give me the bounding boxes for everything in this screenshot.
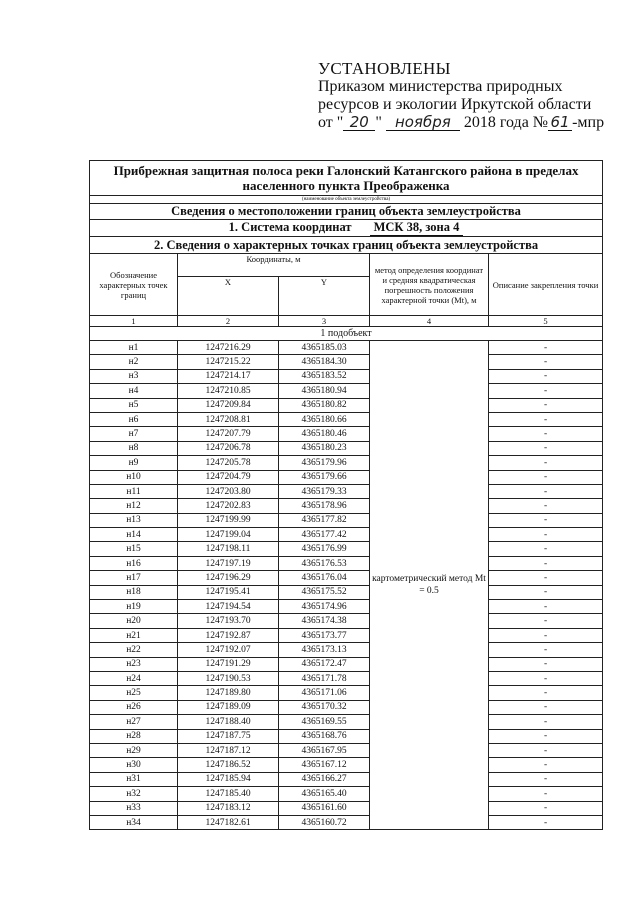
table-row [90,772,603,786]
description-cell: - [489,815,603,829]
x-coordinate-cell: 1247190.53 [178,671,279,685]
handwritten-number: 61 [548,115,572,131]
y-coordinate-cell: 4365177.42 [279,528,370,542]
table-row [90,700,603,714]
point-name-cell: н6 [90,412,178,426]
y-coordinate-cell: 4365169.55 [279,715,370,729]
table-row [90,643,603,657]
x-coordinate-cell: 1247210.85 [178,384,279,398]
point-name-cell: н30 [90,758,178,772]
x-coordinate-cell: 1247185.40 [178,787,279,801]
description-cell: - [489,484,603,498]
object-subtitle: (наименование объекта землеустройства) [90,196,603,204]
x-coordinate-cell: 1247194.54 [178,600,279,614]
y-coordinate-cell: 4365179.96 [279,456,370,470]
description-cell: - [489,671,603,685]
x-coordinate-cell: 1247195.41 [178,585,279,599]
point-name-cell: н31 [90,772,178,786]
x-coordinate-cell: 1247206.78 [178,441,279,455]
y-coordinate-cell: 4365185.03 [279,341,370,355]
point-name-cell: н25 [90,686,178,700]
y-coordinate-cell: 4365177.82 [279,513,370,527]
x-coordinate-cell: 1247185.94 [178,772,279,786]
subobject-label: 1 подобъект [90,327,603,341]
y-coordinate-cell: 4365178.96 [279,499,370,513]
x-coordinate-cell: 1247192.07 [178,643,279,657]
x-coordinate-cell: 1247197.19 [178,556,279,570]
column-number: 4 [370,316,489,327]
coordinate-system-cell [90,220,603,237]
x-coordinate-cell: 1247216.29 [178,341,279,355]
date-prefix: от " [318,114,344,131]
table-row [90,384,603,398]
handwritten-month: ноября [386,115,460,131]
y-coordinate-cell: 4365161.60 [279,801,370,815]
x-coordinate-cell: 1247203.80 [178,484,279,498]
description-cell: - [489,412,603,426]
object-title-row [90,161,603,196]
description-cell: - [489,528,603,542]
point-name-cell: н27 [90,715,178,729]
y-coordinate-cell: 4365180.94 [279,384,370,398]
y-coordinate-cell: 4365180.82 [279,398,370,412]
description-cell: - [489,643,603,657]
table-row [90,715,603,729]
header-description: Описание закрепления точки [489,254,603,316]
description-cell: - [489,456,603,470]
x-coordinate-cell: 1247209.84 [178,398,279,412]
description-cell: - [489,513,603,527]
x-coordinate-cell: 1247189.80 [178,686,279,700]
x-coordinate-cell: 1247191.29 [178,657,279,671]
point-name-cell: н7 [90,427,178,441]
section-info-heading: Сведения о местоположении границ объекта землеустройства [90,204,603,220]
description-cell: - [489,355,603,369]
point-name-cell: н19 [90,600,178,614]
table-row [90,499,603,513]
subobject-row [90,327,603,341]
point-name-cell: н8 [90,441,178,455]
table-row [90,743,603,757]
x-coordinate-cell: 1247196.29 [178,571,279,585]
point-name-cell: н20 [90,614,178,628]
description-cell: - [489,743,603,757]
table-row [90,758,603,772]
column-number: 2 [178,316,279,327]
description-cell: - [489,398,603,412]
point-name-cell: н15 [90,542,178,556]
table-row [90,484,603,498]
y-coordinate-cell: 4365179.33 [279,484,370,498]
description-cell: - [489,369,603,383]
y-coordinate-cell: 4365183.52 [279,369,370,383]
order-suffix: -мпр [572,114,605,131]
x-coordinate-cell: 1247182.61 [178,815,279,829]
object-subtitle-row [90,196,603,204]
x-coordinate-cell: 1247198.11 [178,542,279,556]
year-text: 2018 года № [463,114,549,131]
point-name-cell: н5 [90,398,178,412]
table-row [90,470,603,484]
y-coordinate-cell: 4365179.66 [279,470,370,484]
table-row [90,585,603,599]
section-info-row [90,204,603,220]
description-cell: - [489,628,603,642]
table-row [90,801,603,815]
description-cell: - [489,772,603,786]
point-name-cell: н4 [90,384,178,398]
table-row [90,528,603,542]
x-coordinate-cell: 1247188.40 [178,715,279,729]
description-cell: - [489,556,603,570]
column-number: 3 [279,316,370,327]
point-name-cell: н32 [90,787,178,801]
x-coordinate-cell: 1247204.79 [178,470,279,484]
description-cell: - [489,657,603,671]
description-cell: - [489,341,603,355]
approval-stamp [318,60,618,132]
point-name-cell: н23 [90,657,178,671]
description-cell: - [489,571,603,585]
description-cell: - [489,700,603,714]
points-heading: 2. Сведения о характерных точках границ объекта землеустройства [90,237,603,254]
point-name-cell: н9 [90,456,178,470]
description-cell: - [489,758,603,772]
table-row [90,556,603,570]
x-coordinate-cell: 1247208.81 [178,412,279,426]
x-coordinate-cell: 1247202.83 [178,499,279,513]
table-row [90,815,603,829]
point-name-cell: н1 [90,341,178,355]
table-row [90,412,603,426]
header-x: X [178,277,279,316]
description-cell: - [489,686,603,700]
description-cell: - [489,542,603,556]
x-coordinate-cell: 1247189.09 [178,700,279,714]
description-cell: - [489,441,603,455]
header-method: метод определения координат и средняя квадратическая погрешность положения характерной точки (Mt), м [370,254,489,316]
table-body [90,341,603,830]
description-cell: - [489,470,603,484]
object-title: Прибрежная защитная полоса реки Галонский Катангского района в пределах населенного пункта Преображенка [90,161,603,196]
table-row [90,427,603,441]
description-cell: - [489,384,603,398]
table-row [90,341,603,355]
y-coordinate-cell: 4365171.06 [279,686,370,700]
handwritten-day: 20 [343,115,375,131]
y-coordinate-cell: 4365172.47 [279,657,370,671]
column-number: 1 [90,316,178,327]
coordinate-system-label: 1. Система координат [228,220,352,234]
x-coordinate-cell: 1247214.17 [178,369,279,383]
date-mid: " [375,114,382,131]
point-name-cell: н33 [90,801,178,815]
approval-line-2: Приказом министерства природных [318,78,563,95]
point-name-cell: н12 [90,499,178,513]
table-row [90,671,603,685]
y-coordinate-cell: 4365167.12 [279,758,370,772]
x-coordinate-cell: 1247207.79 [178,427,279,441]
approval-line-3: ресурсов и экологии Иркутской области [318,96,592,113]
table-row [90,614,603,628]
x-coordinate-cell: 1247192.87 [178,628,279,642]
x-coordinate-cell: 1247199.99 [178,513,279,527]
description-cell: - [489,729,603,743]
point-name-cell: н10 [90,470,178,484]
table-row [90,600,603,614]
y-coordinate-cell: 4365166.27 [279,772,370,786]
table-row [90,513,603,527]
x-coordinate-cell: 1247193.70 [178,614,279,628]
point-name-cell: н28 [90,729,178,743]
y-coordinate-cell: 4365171.78 [279,671,370,685]
y-coordinate-cell: 4365184.30 [279,355,370,369]
description-cell: - [489,801,603,815]
point-name-cell: н26 [90,700,178,714]
x-coordinate-cell: 1247199.04 [178,528,279,542]
point-name-cell: н18 [90,585,178,599]
point-name-cell: н16 [90,556,178,570]
table-row [90,441,603,455]
header-row-1 [90,254,603,277]
point-name-cell: н29 [90,743,178,757]
point-name-cell: н11 [90,484,178,498]
y-coordinate-cell: 4365180.66 [279,412,370,426]
boundary-points-table [89,160,603,830]
y-coordinate-cell: 4365175.52 [279,585,370,599]
description-cell: - [489,585,603,599]
description-cell: - [489,427,603,441]
table-row [90,628,603,642]
table-row [90,729,603,743]
header-coordinates: Координаты, м [178,254,370,277]
y-coordinate-cell: 4365176.53 [279,556,370,570]
x-coordinate-cell: 1247187.75 [178,729,279,743]
point-name-cell: н3 [90,369,178,383]
y-coordinate-cell: 4365173.77 [279,628,370,642]
table-row [90,787,603,801]
description-cell: - [489,715,603,729]
header-point-designation: Обозначение характерных точек границ [90,254,178,316]
x-coordinate-cell: 1247186.52 [178,758,279,772]
y-coordinate-cell: 4365180.46 [279,427,370,441]
description-cell: - [489,787,603,801]
table-row [90,456,603,470]
table-row [90,542,603,556]
x-coordinate-cell: 1247183.12 [178,801,279,815]
column-number: 5 [489,316,603,327]
y-coordinate-cell: 4365176.99 [279,542,370,556]
x-coordinate-cell: 1247187.12 [178,743,279,757]
method-cell: картометрический метод Mt = 0.5 [370,341,489,830]
coordinate-system-row [90,220,603,237]
approval-title: УСТАНОВЛЕНЫ [318,59,451,78]
x-coordinate-cell: 1247215.22 [178,355,279,369]
points-heading-row [90,237,603,254]
y-coordinate-cell: 4365168.76 [279,729,370,743]
y-coordinate-cell: 4365174.38 [279,614,370,628]
header-y: Y [279,277,370,316]
y-coordinate-cell: 4365174.96 [279,600,370,614]
y-coordinate-cell: 4365170.32 [279,700,370,714]
table-row [90,398,603,412]
point-name-cell: н24 [90,671,178,685]
point-name-cell: н21 [90,628,178,642]
table-row [90,657,603,671]
table-row [90,355,603,369]
table-row [90,571,603,585]
y-coordinate-cell: 4365167.95 [279,743,370,757]
description-cell: - [489,600,603,614]
approval-date-line [318,114,618,132]
y-coordinate-cell: 4365176.04 [279,571,370,585]
point-name-cell: н17 [90,571,178,585]
column-numbers-row [90,316,603,327]
description-cell: - [489,499,603,513]
y-coordinate-cell: 4365160.72 [279,815,370,829]
description-cell: - [489,614,603,628]
table-row [90,686,603,700]
y-coordinate-cell: 4365180.23 [279,441,370,455]
y-coordinate-cell: 4365165.40 [279,787,370,801]
point-name-cell: н14 [90,528,178,542]
coordinate-system-value: МСК 38, зона 4 [370,220,464,236]
y-coordinate-cell: 4365173.13 [279,643,370,657]
point-name-cell: н2 [90,355,178,369]
point-name-cell: н13 [90,513,178,527]
x-coordinate-cell: 1247205.78 [178,456,279,470]
point-name-cell: н34 [90,815,178,829]
table-row [90,369,603,383]
point-name-cell: н22 [90,643,178,657]
